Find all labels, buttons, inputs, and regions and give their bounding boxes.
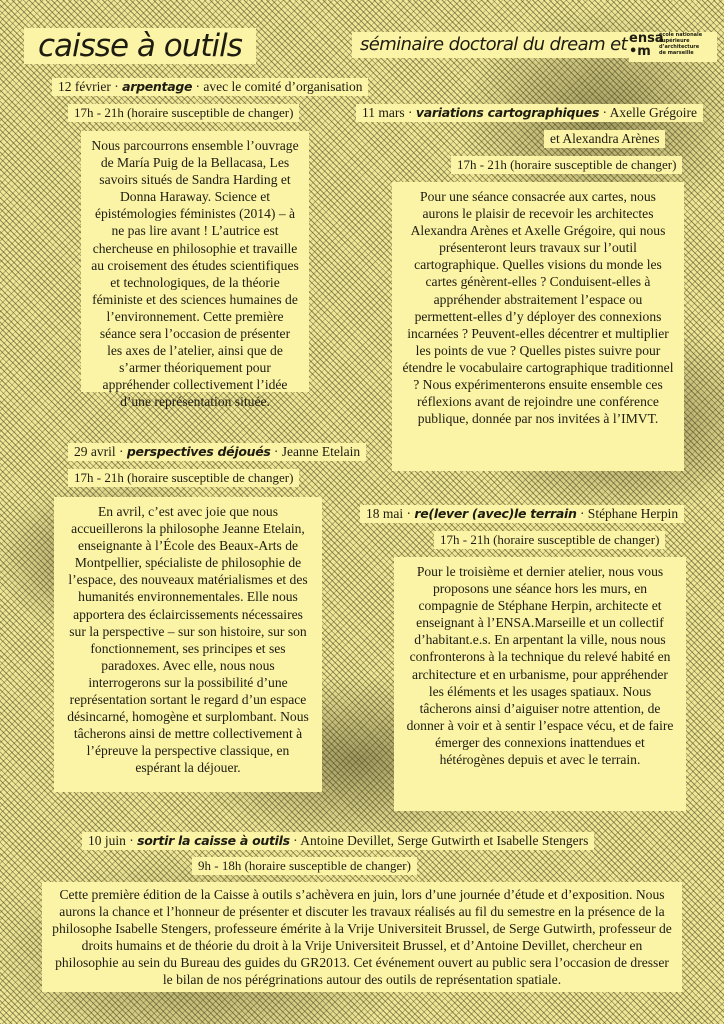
session-2-speakers-line-2: et Alexandra Arènes (544, 130, 665, 148)
session-3-description: En avril, c’est avec joie que nous accueillerons la philosophe Jeanne Etelain, enseignante à l’École des Beaux-Arts de Montpellier, spécialiste de philosophie de l’espace, des nouveaux matérialismes et des humanités environnementales. Elle nous apportera des éclaircissements nécessaires sur la perspective – sur son histoire, sur son fonctionnement, ses principes et ses paradoxes. Avec elle, nous nous interrogerons sur la possibilité d’une représentation sortant le regard d’un espace désincarné, homogène et surplombant. Nous tâcherons ainsi de mettre collectivement à l’épreuve la perspective classique, en espérant la déjouer. (54, 497, 322, 792)
ensa-marseille-logo (629, 32, 717, 62)
session-3-heading: 29 avril · perspectives déjoués · Jeanne Etelain (68, 443, 366, 461)
session-2-description: Pour une séance consacrée aux cartes, nous aurons le plaisir de recevoir les architectes Alexandra Arènes et Axelle Grégoire, qui nous présenteront leurs travaux sur l’outil cartographique. Quelles visions du monde les cartes génèrent-elles ? Conduisent-elles à appréhender abstraitement l’espace ou permettent-elles d’y déployer des connexions incarnées ? Peuvent-elles décentrer et multiplier les points de vue ? Quelles pistes suivre pour étendre le vocabulaire cartographique traditionnel ? Nous expérimenterons ensuite ensemble ces réflexions avant de rejoindre une conférence publique, donnée par nos invitées à l’IMVT. (392, 182, 684, 471)
session-5-hours: 9h - 18h (horaire susceptible de changer) (192, 857, 417, 875)
logo-line-1: ensa (629, 31, 664, 46)
session-5-heading: 10 juin · sortir la caisse à outils · Antoine Devillet, Serge Gutwirth et Isabelle Stengers (82, 832, 594, 850)
session-3-hours: 17h - 21h (horaire susceptible de changer) (68, 469, 299, 487)
session-4-heading: 18 mai · re(lever (avec)le terrain · Stéphane Herpin (360, 505, 684, 523)
session-1-title: arpentage (122, 79, 193, 94)
session-4-description: Pour le troisième et dernier atelier, nous vous proposons une séance hors les murs, en compagnie de Stéphane Herpin, architecte et enseignant à l’ENSA.Marseille et un collectif d’habitant.e.s. En arpentant la ville, nous nous confronterons à la technique du relevé habité en architecture et en urbanisme, pour appréhender les éléments et les usages spatiaux. Nous tâcherons ainsi d’aiguiser notre attention, de donner à voir et à sentir l’espace vécu, et de faire émerger des connexions inattendues et hétérogènes depuis et avec le terrain. (394, 557, 686, 811)
session-5-title: sortir la caisse à outils (137, 833, 290, 848)
session-1-description: Nous parcourrons ensemble l’ouvrage de María Puig de la Bellacasa, Les savoirs situés de Sandra Harding et Donna Haraway. Science et épistémologies féministes (2014) – à ne pas lire avant ! L’autrice est chercheuse en philosophie et travaille au croisement des études scientifiques et technologiques, de la théorie féministe et des sciences humaines de l’environnement. Cette première séance sera l’occasion de présenter les axes de l’atelier, ainsi que de s’armer théoriquement pour appréhender collectivement l’idée d’une représentation située. (81, 131, 309, 392)
session-1-heading: 12 février · arpentage · avec le comité d’organisation (52, 78, 368, 96)
logo-line-2: •m (629, 44, 651, 59)
session-3-title: perspectives déjoués (126, 444, 271, 459)
page-subtitle: séminaire doctoral du dream et (352, 32, 635, 58)
session-5-description: Cette première édition de la Caisse à outils s’achèvera en juin, lors d’une journée d’étude et d’exposition. Nous aurons la chance et l’honneur de présenter et discuter les travaux réalisés au fil du semestre en la présence de la philosophe Isabelle Stengers, professeure émérite à la Vrije Universiteit Brussel, de Serge Gutwirth, professeur de droits humains et de théorie du droit à la Vrije Universiteit Brussel, et d’Antoine Devillet, chercheur en philosophie au sein du Bureau des guides du GR2013. Cet événement ouvert au public sera l’occasion de dresser le bilan de nos pérégrinations autour des outils de représentation spatiale. (42, 882, 682, 992)
session-4-title: re(lever (avec)le terrain (414, 506, 577, 521)
session-2-hours: 17h - 21h (horaire susceptible de changer) (451, 156, 682, 174)
session-4-hours: 17h - 21h (horaire susceptible de changer) (434, 531, 665, 549)
session-2-title: variations cartographiques (415, 105, 600, 120)
session-1-hours: 17h - 21h (horaire susceptible de changer) (68, 104, 299, 122)
session-2-heading: 11 mars · variations cartographiques · Axelle Grégoire (356, 104, 703, 122)
logo-school-name: école nationale supérieure d’architecture de marseille (659, 32, 703, 56)
page-title: caisse à outils (24, 28, 256, 64)
